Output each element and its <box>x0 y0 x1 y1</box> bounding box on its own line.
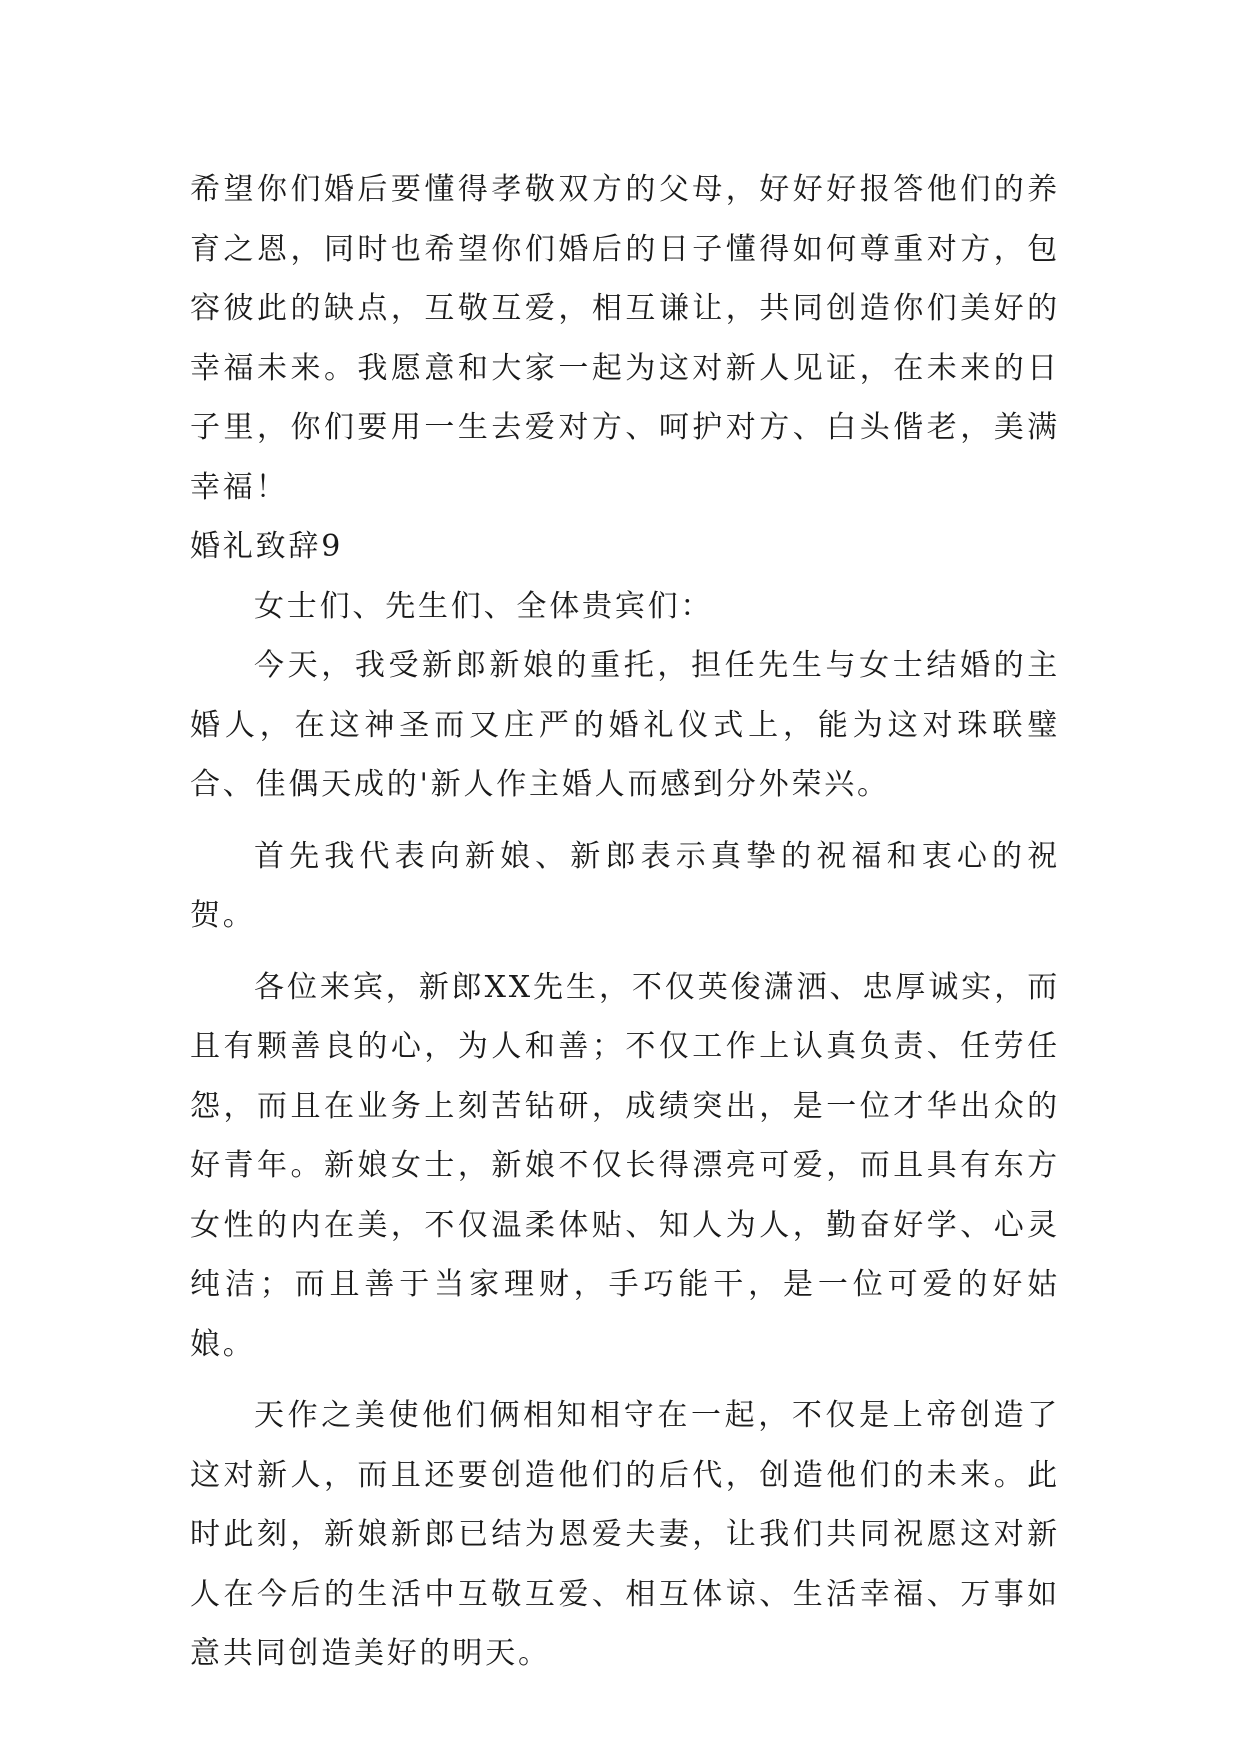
section-heading: 婚礼致辞9 <box>190 529 344 564</box>
paragraph-couple-praise: 各位来宾，新郎XX先生，不仅英俊潇洒、忠厚诚实，而且有颗善良的心，为人和善；不仅工作上认真负责、任劳任怨，而且在业务上刻苦钻研，成绩突出，是一位才华出众的好青年。新娘女士，新娘不仅长得漂亮可爱，而且具有东方女性的内在美，不仅温柔体贴、知人为人，勤奋好学、心灵纯洁；而且善于当家理财，手巧能干，是一位可爱的好姑娘。 <box>190 969 1060 1362</box>
document-body <box>190 160 1060 1684</box>
paragraph-closing-wishes: 天作之美使他们俩相知相守在一起，不仅是上帝创造了这对新人，而且还要创造他们的后代，创造他们的未来。此时此刻，新娘新郎已结为恩爱夫妻，让我们共同祝愿这对新人在今后的生活中互敬互爱、相互体谅、生活幸福、万事如意共同创造美好的明天。 <box>190 1398 1060 1671</box>
paragraph-blessing-continuation: 希望你们婚后要懂得孝敬双方的父母，好好好报答他们的养育之恩，同时也希望你们婚后的日子懂得如何尊重对方，包容彼此的缺点，互敬互爱，相互谦让，共同创造你们美好的幸福未来。我愿意和大家一起为这对新人见证，在未来的日子里，你们要用一生去爱对方、呵护对方、白头偕老，美满幸福！ <box>190 172 1060 505</box>
paragraph-introduction: 今天，我受新郎新娘的重托，担任先生与女士结婚的主婚人，在这神圣而又庄严的婚礼仪式上，能为这对珠联璧合、佳偶天成的'新人作主婚人而感到分外荣兴。 <box>190 648 1060 802</box>
paragraph-salutation: 女士们、先生们、全体贵宾们： <box>254 588 714 624</box>
paragraph-congratulation: 首先我代表向新娘、新郎表示真挚的祝福和衷心的祝贺。 <box>190 838 1060 933</box>
